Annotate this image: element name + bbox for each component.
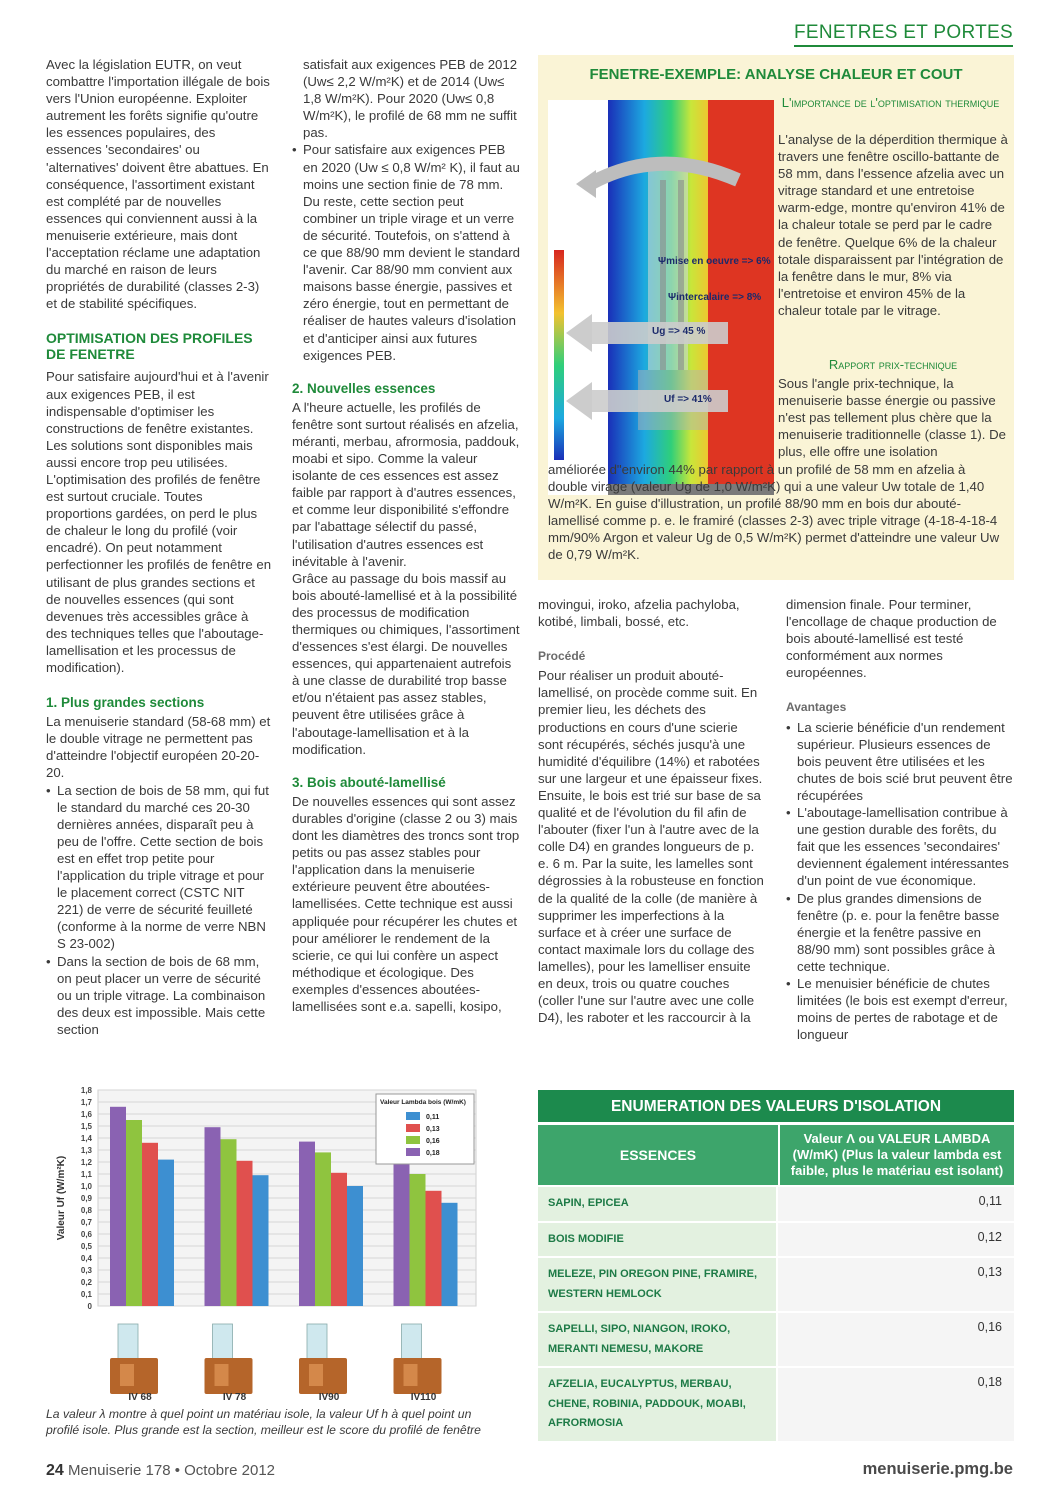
subheading: 3. Bois abouté-lamellisé	[292, 774, 446, 790]
y-tick-label: 1,3	[80, 1146, 92, 1155]
bullet-item: • De plus grandes dimensions de fenêtre (p. e. pour la fenêtre basse énergie et la fenêtre passive en 88/90 mm) sont possibles grâce à cette technique.	[786, 890, 1014, 975]
x-category-label: IV90	[318, 1392, 340, 1403]
bar	[347, 1186, 363, 1306]
paragraph: movingui, iroko, afzelia pachyloba, kotibé, limbali, bossé, etc.	[538, 597, 740, 630]
example-subheading: L'importance de l'optimisation thermique	[781, 95, 1000, 110]
intro-paragraph: Avec la législation EUTR, on veut combattre l'importation illégale de bois vers l'Union européenne. Exploiter autrement les forêts signifie qu'outre les essences populaires, des essences 'secondaires' ou 'alternatives' doivent être abattues. En conséquence, l'assortiment existant est complété par de nouvelles essences qui conviennent aussi à la menuiserie extérieure, mais dont l'acceptation réclame une adaptation du marché en raison de leurs propriétés de durabilité (classes 2-3) et de stabilité spécifiques.	[46, 57, 270, 312]
y-tick-label: 1,0	[80, 1182, 92, 1191]
y-tick-label: 1,7	[80, 1098, 92, 1107]
table-cell: 0,13	[778, 1258, 1014, 1311]
table-title: ENUMERATION DES VALEURS D'ISOLATION	[538, 1090, 1014, 1125]
column-4	[786, 596, 1014, 1043]
y-tick-label: 0,6	[80, 1230, 92, 1239]
paragraph: satisfait aux exigences PEB de 2012 (Uw≤ 2,2 W/m²K) et de 2014 (Uw≤ 1,8 W/m²K). Pour 2020 (Uw≤ 0,8 W/m²K), le profilé de 68 mm ne suffit pas.	[303, 57, 518, 141]
paragraph: A l'heure actuelle, les profilés de fenêtre sont surtout réalisés en afzelia, méranti, merbau, afrormosia, paddouk, moabi et sipo. Comme la valeur isolante de ces essences est assez faible par rapport à d'autres essences, et comme leur disponibilité s'effondre par l'abattage sélectif du passé, l'utilisation d'autres essences est inévitable à l'avenir.	[292, 399, 520, 569]
y-axis-label: Valeur Uf (W/m²K)	[56, 1155, 67, 1241]
section-label: FENETRES ET PORTES	[794, 22, 1013, 47]
example-text: améliorée d"environ 44% par rapport à un profilé de 58 mm en afzelia à double virage (valeur Ug de 1,0 W/m²K) qui a une valeur Uw totale de 1,40 W/m²K. En guise d'illustration, un profilé 88/90 mm en bois dur abouté-lamellisé comme p. e. le framiré (classes 2-3) avec triple vitrage (4-18-4-18-4 mm/90% Argon et valeur Ug de 0,5 W/m²K) permet d'atteindre une valeur Uw de 0,79 W/m²K.	[548, 462, 1000, 563]
bar	[315, 1152, 331, 1306]
bar	[394, 1163, 410, 1306]
subheading: Avantages	[786, 700, 847, 715]
bullet-list	[292, 141, 520, 363]
table-cell: 0,18	[778, 1368, 1014, 1441]
table-cell: 0,11	[778, 1187, 1014, 1221]
magazine-info: Menuiserie 178 • Octobre 2012	[67, 1462, 276, 1479]
table-cell: 0,12	[778, 1223, 1014, 1257]
lambda-table	[538, 1090, 1014, 1441]
wood-profile-shape	[215, 1364, 229, 1386]
column-1	[46, 56, 272, 1038]
y-tick-label: 0,7	[80, 1218, 92, 1227]
bullet-item: • Le menuisier bénéficie de chutes limitées (le bois est exempt d'erreur, moins de pertes de rabotage et de longueur	[786, 975, 1014, 1043]
table-row	[538, 1311, 1014, 1366]
example-title: FENETRE-EXEMPLE: ANALYSE CHALEUR ET COUT	[589, 66, 963, 83]
example-text: L'analyse de la déperdition thermique à travers une fenêtre oscillo-battante de 58 mm, dans l'essence afzelia avec un vitrage standard et une entretoise warm-edge, montre qu'environ 41% de la chaleur totale se perd par le cadre de fenêtre. Quelque 6% de la chaleur totale disparaissent par l'intégration de la fenêtre dans le mur, 8% via l'entretoise et environ 45% de la chaleur totale par le vitrage.	[778, 132, 1008, 318]
example-box	[538, 55, 1014, 580]
example-subheading: Rapport prix-technique	[828, 357, 958, 372]
chart-caption: La valeur λ montre à quel point un matériau isole, la valeur Uf h à quel point un profilé isole. Plus grande est la section, meilleur est le score du profilé de fenêtre	[46, 1407, 481, 1437]
bar	[110, 1107, 126, 1306]
y-tick-label: 0	[87, 1302, 92, 1311]
bullet-list	[46, 782, 272, 1038]
legend-label: 0,16	[426, 1138, 440, 1145]
bar	[158, 1160, 174, 1306]
table-row	[538, 1366, 1014, 1441]
table-row	[538, 1221, 1014, 1257]
table-cell: SAPIN, EPICEA	[538, 1187, 778, 1221]
legend-swatch	[406, 1124, 420, 1132]
column-2	[292, 56, 520, 1015]
legend-swatch	[406, 1148, 420, 1156]
thermal-image	[548, 100, 774, 495]
bar	[442, 1203, 458, 1306]
y-tick-label: 0,5	[80, 1242, 92, 1251]
table-cell: 0,16	[778, 1313, 1014, 1366]
x-category-label: IV110	[410, 1392, 437, 1403]
column-header: ESSENCES	[538, 1125, 780, 1185]
bar	[221, 1139, 237, 1306]
column-header: Valeur Λ ou VALEUR LAMBDA (W/mK) (Plus la valeur lambda est faible, plus le matériau est isolant)	[790, 1131, 1004, 1178]
legend-label: 0,18	[426, 1150, 440, 1157]
y-tick-label: 0,2	[80, 1278, 92, 1287]
y-tick-label: 1,4	[80, 1134, 92, 1143]
thermal-label: Ψmise en oeuvre => 6%	[658, 256, 771, 267]
y-tick-label: 0,8	[80, 1206, 92, 1215]
table-row	[538, 1256, 1014, 1311]
website-link[interactable]: menuiserie.pmg.be	[862, 1460, 1013, 1478]
y-tick-label: 1,2	[80, 1158, 92, 1167]
bar	[253, 1175, 269, 1306]
y-tick-label: 1,8	[80, 1086, 92, 1095]
legend-swatch	[406, 1136, 420, 1144]
legend-swatch	[406, 1112, 420, 1120]
thermal-label: Ug => 45 %	[652, 326, 706, 337]
table-cell: BOIS MODIFIE	[538, 1223, 778, 1257]
column-3	[538, 596, 766, 1026]
subheading: 2. Nouvelles essences	[292, 380, 436, 396]
y-tick-label: 1,1	[80, 1170, 92, 1179]
bullet-item: • L'aboutage-lamellisation contribue à une gestion durable des forêts, du fait que les essences 'secondaires' deviennent également intéressantes d'un point de vue économique.	[786, 804, 1014, 889]
paragraph: De nouvelles essences qui sont assez durables d'origine (classe 2 ou 3) mais dont les diamètres des troncs sont trop petits ou pas assez stables pour l'application dans la menuiserie extérieure peuvent être aboutées-lamellisées. Cette technique est aussi appliquée pour récupérer les chutes et pour améliorer le rendement de la scierie, ce qui lui confère un aspect méthodique et écologique. Des exemples d'essences aboutées-lamellisées sont e.a. sapelli, kosipo,	[292, 793, 520, 1014]
example-text: Sous l'angle prix-technique, la menuiserie basse énergie ou passive n'est pas tellement plus chère que la menuiserie traditionnelle (classe 1). De plus, elle offre une isolation	[778, 376, 1006, 460]
table-cell: MELEZE, PIN OREGON PINE, FRAMIRE, WESTERN HEMLOCK	[538, 1258, 778, 1311]
bullet-list	[786, 719, 1014, 1044]
bullet-item: • La scierie bénéficie d'un rendement supérieur. Plusieurs essences de bois peuvent être utilisées et les chutes de bois scié brut peuvent être récupérées	[786, 719, 1014, 804]
bar	[237, 1161, 253, 1306]
thermal-label: Uf => 41%	[664, 394, 712, 405]
legend-label: 0,13	[426, 1126, 440, 1133]
footer-left	[46, 1462, 275, 1480]
paragraph: La menuiserie standard (58-68 mm) et le double vitrage ne permettent pas d'atteindre l'objectif européen 20-20-20.	[46, 714, 271, 781]
bullet-item: • La section de bois de 58 mm, qui fut le standard du marché ces 20-30 dernières années, disparaît peu à peu de l'offre. Cette section de bois est en effet trop petite pour l'application du triple vitrage et pour le placement correct (CSTC NIT 221) de verre de sécurité feuilleté (conforme à la norme de verre NBN S 23-002)	[46, 782, 272, 953]
y-tick-label: 0,9	[80, 1194, 92, 1203]
bar	[299, 1142, 315, 1306]
y-tick-label: 0,1	[80, 1290, 92, 1299]
paragraph: Grâce au passage du bois massif au bois abouté-lamellisé et à la possibilité des processus de modification thermiques ou chimiques, l'assortiment d'essences s'est élargi. De nouvelles essences, qui appartenaient autrefois à une classe de durabilité trop basse et/ou n'étaient pas assez stables, peuvent être utilisées grâce à l'aboutage-lamellisation et à la modification.	[292, 570, 520, 757]
table-row	[538, 1185, 1014, 1221]
paragraph: dimension finale. Pour terminer, l'encollage de chaque production de bois abouté-lamellisé est testé conformément aux normes européennes.	[786, 597, 997, 681]
legend-label: 0,11	[426, 1114, 440, 1121]
y-tick-label: 1,6	[80, 1110, 92, 1119]
thermal-label: Ψintercalaire => 8%	[668, 292, 762, 303]
paragraph: Pour satisfaire aujourd'hui et à l'avenir aux exigences PEB, il est indispensable d'optimiser les constructions de fenêtre existantes. Les solutions sont disponibles mais aussi encore trop peu utilisées. L'optimisation des profilés de fenêtre est surtout cruciale. Toutes proportions gardées, on perd le plus de chaleur le long du profilé (voir encadré). On peut notamment perfectionner les profilés de fenêtre en utilisant de plus grandes sections et de nouvelles essences (qui sont devenues très accessibles grâce à des techniques telles que l'aboutage-lamellisation et les processus de modification).	[46, 369, 272, 675]
wood-profile-shape	[120, 1364, 134, 1386]
x-category-label: IV 68	[128, 1392, 152, 1403]
paragraph: Pour réaliser un produit abouté-lamellisé, on procède comme suit. En premier lieu, les déchets des productions en cours d'une scierie sont récupérés, séchés jusqu'à une humidité d'équilibre (14%) et rabotées sur une largeur et une épaisseur fixes. Ensuite, le bois est trié sur base de sa qualité et de l'évolution du fil afin de l'abouter (fixer l'un à l'autre avec de la colle D4) en grandes longueurs de p. e. 6 m. Par la suite, les lamelles sont dégrossies à la robusteuse en fonction de la qualité de la colle (de manière à supprimer les imperfections à la surface et à créer une surface de contact maximale lors du collage des lamelles), pour les lamelliser ensuite en deux, trois ou quatre couches (coller l'une sur l'autre avec une colle D4), les raboter et les raccourcir à la	[538, 668, 764, 1026]
table-cell: SAPELLI, SIPO, NIANGON, IROKO, MERANTI NEMESU, MAKORE	[538, 1313, 778, 1366]
table-cell: AFZELIA, EUCALYPTUS, MERBAU, CHENE, ROBINIA, PADDOUK, MOABI, AFRORMOSIA	[538, 1368, 778, 1441]
uf-chart	[46, 1082, 486, 1404]
bar	[410, 1174, 426, 1306]
y-tick-label: 0,3	[80, 1266, 92, 1275]
page-number: 24	[46, 1462, 64, 1479]
bullet-item: • Pour satisfaire aux exigences PEB en 2020 (Uw ≤ 0,8 W/m² K), il faut au moins une section finie de 78 mm. Du reste, cette section peut combiner un triple virage et un verre de sécurité. Toutefois, on s'attend à ce que 88/90 mm devient le standard l'avenir. Car 88/90 mm convient aux maisons basse énergie, passives et zéro énergie, tout en permettant de réaliser de hautes valeurs d'isolation et d'anticiper ainsi aux futures exigences PEB.	[292, 141, 520, 363]
section-heading: OPTIMISATION DES PROFILES DE FENETRE	[46, 330, 253, 363]
y-tick-label: 0,4	[80, 1254, 92, 1263]
bar	[205, 1127, 221, 1306]
wood-profile-shape	[309, 1364, 323, 1386]
bullet-item: • Dans la section de bois de 68 mm, on peut placer un verre de sécurité ou un triple vitrage. La combinaison des deux est impossible. Mais cette section	[46, 953, 272, 1038]
y-tick-label: 1,5	[80, 1122, 92, 1131]
wood-profile-shape	[404, 1364, 418, 1386]
subheading: Procédé	[538, 649, 586, 664]
bar	[126, 1120, 142, 1306]
bar	[331, 1173, 347, 1306]
table-header	[538, 1125, 1014, 1185]
bar	[426, 1191, 442, 1306]
x-category-label: IV 78	[222, 1392, 247, 1403]
legend-title: Valeur Lambda bois (W/mK)	[380, 1099, 466, 1106]
subheading: 1. Plus grandes sections	[46, 695, 205, 711]
bar	[142, 1143, 158, 1306]
